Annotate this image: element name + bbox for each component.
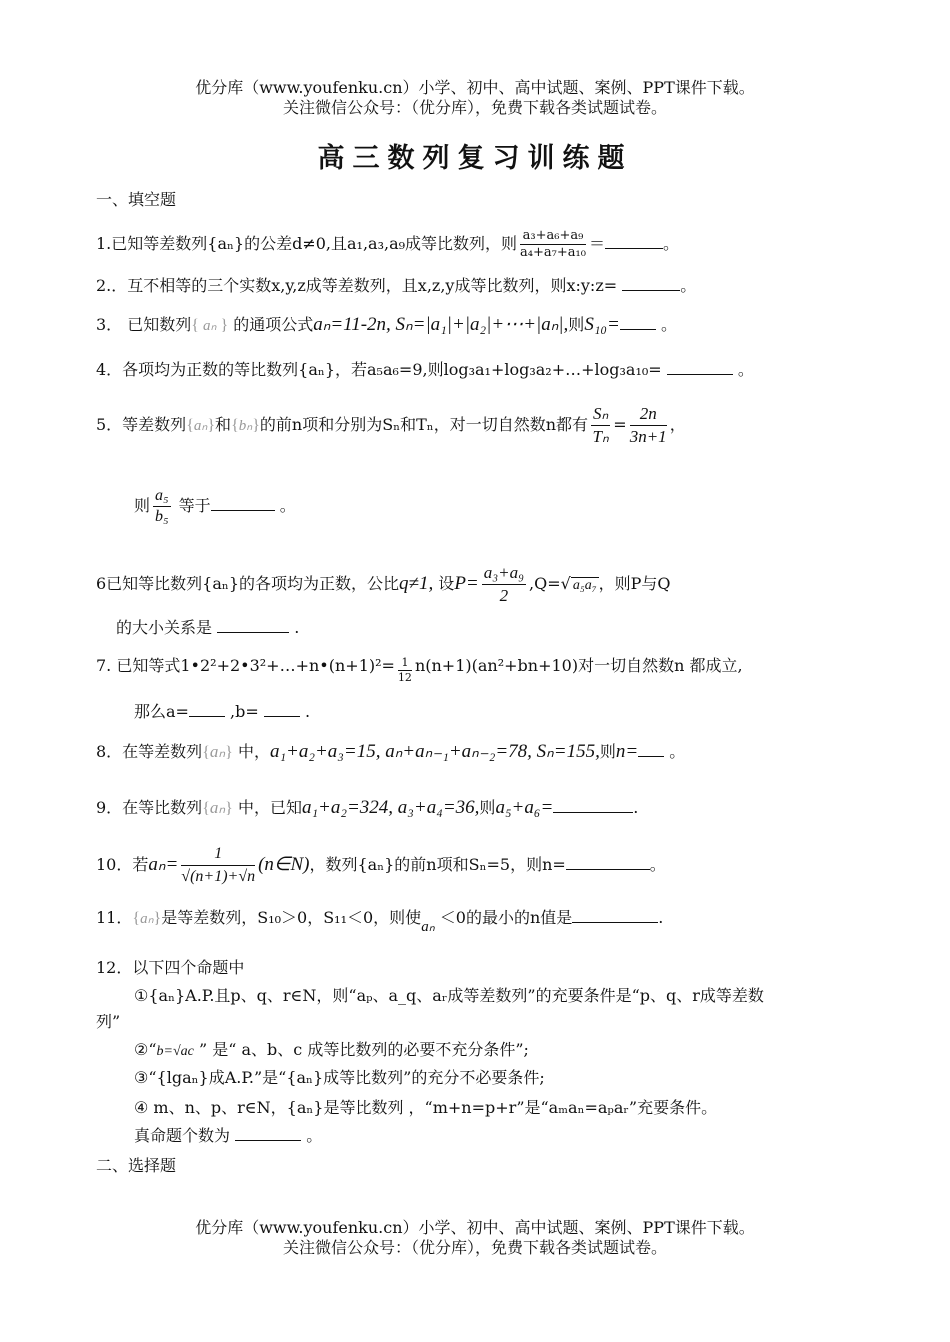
question-9: 9．在等比数列{aₙ} 中，已知a₁+a₂=324, a₃+a₄=36,则a₅+a₆= . (96, 797, 639, 818)
answer-blank[interactable] (667, 360, 733, 375)
q6-fraction: $\frac{\text{a₃+a₉}}{2}$ (483, 563, 525, 605)
statement-4: ④ m、n、p、r∈N，{aₙ}是等比数列 ，“m+n=p+r”是“aₘaₙ=aₚaᵣ”充要条件。 (134, 1098, 718, 1117)
header-line-1: 优分库（www.youfenku.cn）小学、初中、高中试题、案例、PPT课件下载。 (195, 78, 755, 97)
footer-line-1: 优分库（www.youfenku.cn）小学、初中、高中试题、案例、PPT课件下载。 (195, 1218, 755, 1237)
header-line-2: 关注微信公众号：（优分库），免费下载各类试题试卷。 (282, 98, 667, 117)
q5-fraction-n: $\frac{2n}{3n+1}$ (629, 404, 667, 446)
page-title: 高三数列复习训练题 (317, 143, 633, 174)
question-2: 2.．互不相等的三个实数x,y,z成等差数列，且x,z,y成等比数列，则x:y:z= 。 (96, 276, 697, 295)
question-5: 5．等差数列{aₙ}和{bₙ}的前n项和分别为Sₙ和Tₙ，对一切自然数n都有 $\frac{\text{Sₙ}}{\text{Tₙ}}$ = $\frac{2n}{3n+1}$ ， (96, 404, 686, 446)
question-7: 7. 已知等式1•2²+2•3²+…+n•(n+1)²= $\frac{1}{12}$ n(n+1)(an²+bn+10)对一切自然数n 都成立, (96, 656, 743, 684)
question-6: 6已知等比数列{aₙ}的各项均为正数，公比q≠1, 设P= $\frac{\text{a₃+a₉}}{2}$ ,Q=√ a₅a₇ ，则P与Q (96, 563, 671, 605)
answer-blank[interactable] (217, 618, 289, 633)
question-1: 1.已知等差数列{aₙ}的公差d≠0,且a₁,a₃,a₉成等比数列，则 $\frac{\text{a₃+a₆+a₉}}{\text{a₄+a₇+a₁₀}}$ ＝ 。 (96, 228, 679, 260)
answer-blank-b[interactable] (264, 702, 300, 717)
answer-blank-a[interactable] (189, 702, 225, 717)
question-10: 10．若aₙ= $\frac{1}{√(n+1)+√n}$ (n∈N)，数列{aₙ}的前n项和Sₙ=5，则n= 。 (96, 842, 666, 888)
question-6-line2: 的大小关系是 . (116, 618, 300, 637)
answer-blank[interactable] (605, 234, 663, 249)
section-fill-in: 一、填空题 (96, 190, 177, 209)
question-12: 12．以下四个命题中 (96, 958, 245, 977)
section-choice: 二、选择题 (96, 1156, 177, 1175)
answer-blank[interactable] (235, 1126, 301, 1141)
question-8: 8．在等差数列{aₙ} 中，a₁+a₂+a₃=15, aₙ+aₙ₋₁+aₙ₋₂=78, Sₙ=155,则n= 。 (96, 741, 686, 762)
answer-blank[interactable] (638, 742, 664, 757)
q5-fraction-st: $\frac{\text{Sₙ}}{\text{Tₙ}}$ (592, 404, 609, 446)
q10-fraction: $\frac{1}{√(n+1)+√n}$ (181, 845, 256, 885)
answer-blank[interactable] (620, 315, 656, 330)
answer-blank[interactable] (566, 855, 650, 870)
statement-3: ③“{lgaₙ}成A.P.”是“{aₙ}成等比数列”的充分不必要条件; (134, 1068, 545, 1087)
footer-line-2: 关注微信公众号：（优分库），免费下载各类试题试卷。 (282, 1238, 667, 1257)
answer-blank[interactable] (553, 798, 633, 813)
question-11: 11．{aₙ}是等差数列，S₁₀＞0，S₁₁＜0，则使aₙ ＜0的最小的n值是 . (96, 908, 664, 935)
q5-ratio: $\frac{\text{a₅}}{\text{b₅}}$ (155, 487, 169, 525)
question-4: 4．各项均为正数的等比数列{aₙ}，若a₅a₆=9,则log₃a₁+log₃a₂+…+log₃a₁₀= 。 (96, 360, 754, 379)
question-3: 3． 已知数列{ aₙ } 的通项公式aₙ=11-2n, Sₙ=|a₁|+|a₂|+⋯+|aₙ|,则S₁₀= 。 (96, 314, 677, 335)
answer-blank[interactable] (622, 276, 680, 291)
question-5-line2: 则 $\frac{\text{a₅}}{\text{b₅}}$ 等于 。 (134, 487, 296, 525)
answer-blank[interactable] (572, 908, 658, 923)
statement-1-cont: 列” (96, 1012, 121, 1031)
question-7-line2: 那么a= ,b= . (134, 702, 311, 721)
q1-fraction: $\frac{\text{a₃+a₆+a₉}}{\text{a₄+a₇+a₁₀}}$ (520, 228, 586, 260)
q7-fraction: $\frac{1}{12}$ (397, 656, 412, 684)
seq-an: { aₙ } (191, 317, 229, 334)
question-12-answer: 真命题个数为 。 (134, 1126, 323, 1145)
statement-2: ②“b=√ac ” 是“ a、b、c 成等比数列的必要不充分条件”; (134, 1040, 529, 1059)
answer-blank[interactable] (211, 496, 275, 511)
statement-1: ①{aₙ}A.P.且p、q、r∈N，则“aₚ、a_q、aᵣ成等差数列”的充要条件是“p、q、r成等差数 (134, 986, 764, 1005)
